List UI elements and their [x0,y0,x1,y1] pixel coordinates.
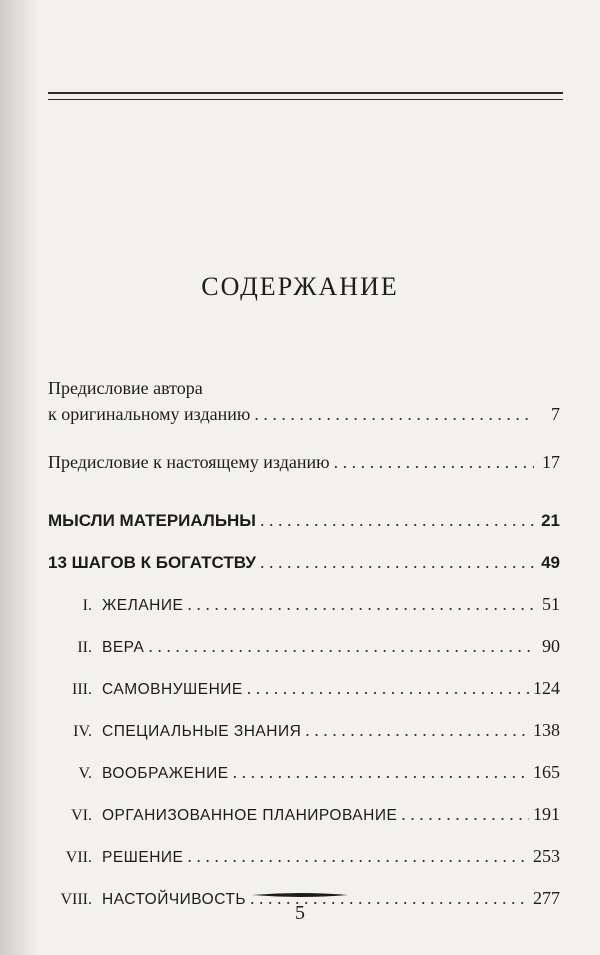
toc-page-number: 7 [551,404,560,424]
toc-chapter [48,846,560,867]
leader-dots [260,552,534,573]
chapter-number: VI. [71,807,92,824]
toc-chapter [48,594,560,615]
toc-chapter [48,762,560,783]
leader-dots [260,510,534,531]
toc-chapter [48,636,560,657]
toc-page-number: 277 [533,888,560,908]
chapter-title: ВООБРАЖЕНИЕ [102,765,229,782]
chapter-number: III. [72,681,92,698]
toc-entry-label: Предисловие к настоящему изданию [48,452,330,472]
toc-entry-part-1 [48,510,560,531]
toc-entry-author-preface-line1: Предисловие автора [48,378,203,398]
leader-dots [187,846,529,867]
chapter-number: I. [82,597,92,614]
toc-entry-label: к оригинальному изданию [48,404,251,424]
page-title: СОДЕРЖАНИЕ [201,272,399,301]
leader-dots [334,452,534,473]
leader-dots [148,636,534,657]
toc-entry-this-edition-preface [48,452,560,473]
leader-dots [305,720,529,741]
chapter-number: VII. [65,849,92,866]
chapter-title: СПЕЦИАЛЬНЫЕ ЗНАНИЯ [102,723,302,740]
chapter-title: САМОВНУШЕНИЕ [102,681,243,698]
chapter-number: II. [77,639,92,656]
toc-page-number: 165 [533,762,560,782]
toc-page-number: 49 [541,553,560,572]
toc-page-number: 51 [542,594,560,614]
page-edge-shadow [0,0,40,955]
toc-entry-label: МЫСЛИ МАТЕРИАЛЬНЫ [48,511,256,530]
toc-page-number: 90 [542,636,560,656]
leader-dots [401,804,529,825]
chapter-title: ВЕРА [102,639,145,656]
toc-page-number: 21 [541,511,560,530]
chapter-title: ЖЕЛАНИЕ [102,597,184,614]
chapter-title: РЕШЕНИЕ [102,849,184,866]
leader-dots [187,594,534,615]
toc-entry-part-2 [48,552,560,573]
toc-entry-label: 13 ШАГОВ К БОГАТСТВУ [48,553,256,572]
leader-dots [233,762,529,783]
header-rule-thick [48,92,563,94]
toc-page-number: 17 [542,452,560,472]
toc-chapter [48,678,560,699]
toc-page-number: 138 [533,720,560,740]
ornament-divider [252,891,348,899]
chapter-title: ОРГАНИЗОВАННОЕ ПЛАНИРОВАНИЕ [102,807,398,824]
toc-page-number: 191 [533,804,560,824]
header-rule-thin [48,99,563,100]
page-number: 5 [295,902,305,924]
chapter-title: НАСТОЙЧИВОСТЬ [102,891,247,908]
leader-dots [254,404,534,425]
toc-page-number: 124 [533,678,560,698]
toc-page-number: 253 [533,846,560,866]
toc-entry-author-preface [48,404,560,425]
toc-chapter [48,804,560,825]
leader-dots [247,678,529,699]
chapter-number: IV. [73,723,92,740]
toc-chapter [48,720,560,741]
chapter-number: V. [78,765,92,782]
chapter-number: VIII. [60,891,92,908]
